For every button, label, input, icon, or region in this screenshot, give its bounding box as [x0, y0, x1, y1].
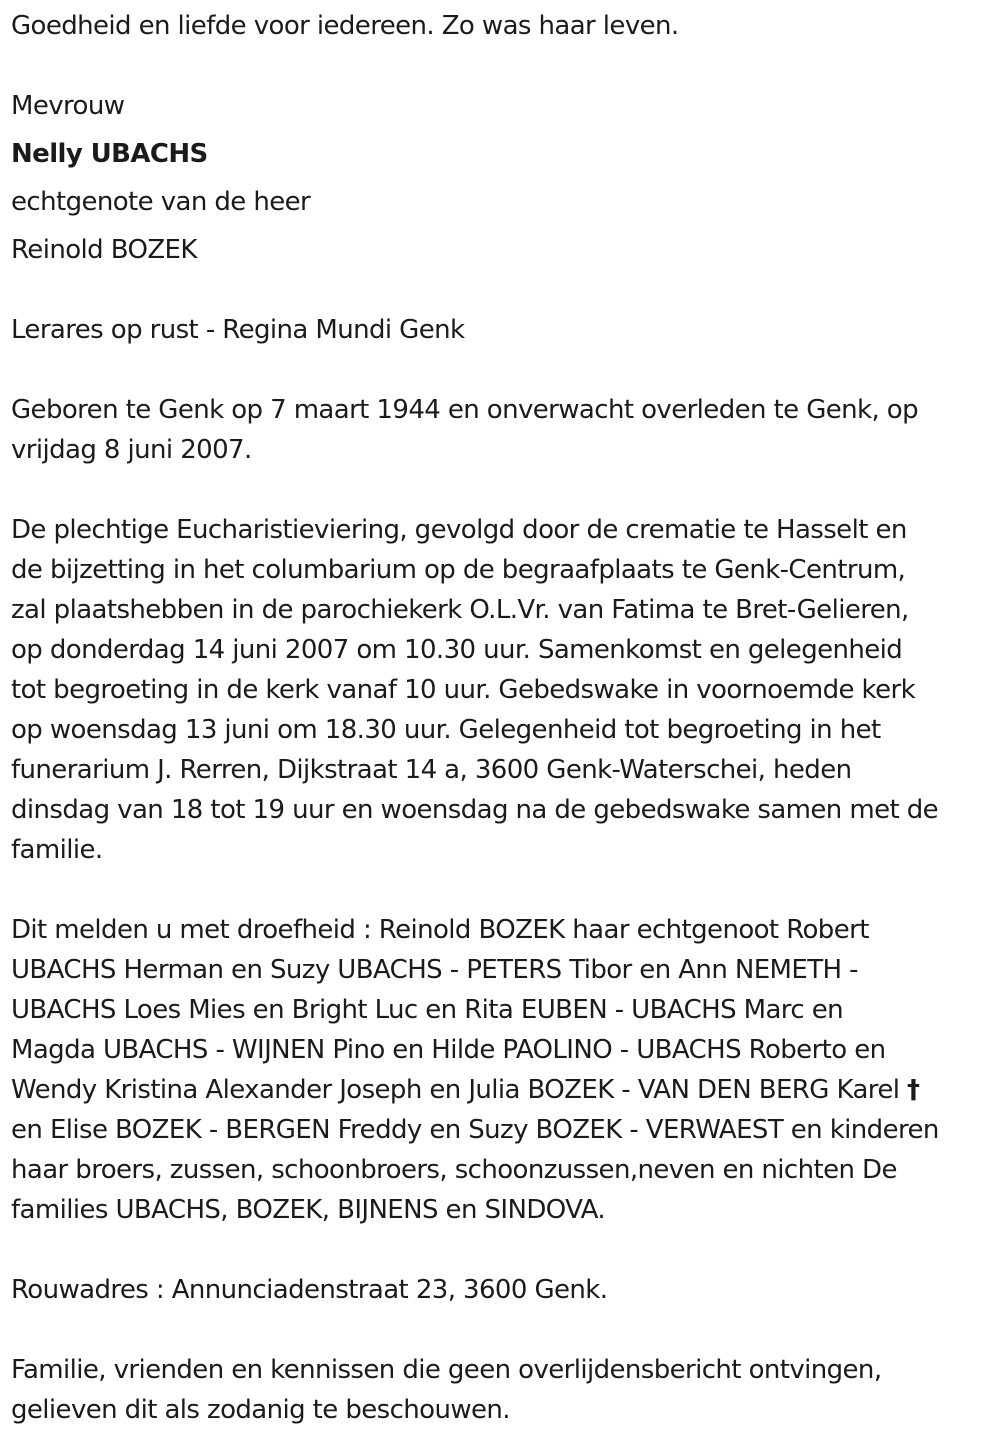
motto: Goedheid en liefde voor iedereen. Zo was haar leven. — [11, 11, 679, 41]
spouse-intro: echtgenote van de heer — [11, 187, 311, 217]
paragraph-line-with-cross — [11, 1070, 939, 1110]
spouse-name: Reinold BOZEK — [11, 235, 197, 265]
paragraph-line: tot begroeting in de kerk vanaf 10 uur. Gebedswake in voornoemde kerk — [11, 675, 916, 705]
paragraph-line: Magda UBACHS - WIJNEN Pino en Hilde PAOLINO - UBACHS Roberto en — [11, 1035, 886, 1065]
paragraph-line: en Elise BOZEK - BERGEN Freddy en Suzy BOZEK - VERWAEST en kinderen — [11, 1115, 939, 1145]
paragraph-line: de bijzetting in het columbarium op de begraafplaats te Genk-Centrum, — [11, 555, 906, 585]
occupation: Lerares op rust - Regina Mundi Genk — [11, 315, 465, 345]
paragraph-line: Geboren te Genk op 7 maart 1944 en onverwacht overleden te Genk, op — [11, 395, 919, 425]
paragraph-line: familie. — [11, 835, 103, 865]
paragraph-line: haar broers, zussen, schoonbroers, schoonzussen,neven en nichten De — [11, 1155, 897, 1185]
birth-death-paragraph — [11, 390, 918, 470]
paragraph-line: dinsdag van 18 tot 19 uur en woensdag na de gebedswake samen met de — [11, 795, 939, 825]
paragraph-line: UBACHS Herman en Suzy UBACHS - PETERS Tibor en Ann NEMETH - — [11, 955, 858, 985]
paragraph-line: Dit melden u met droefheid : Reinold BOZEK haar echtgenoot Robert — [11, 915, 869, 945]
ceremony-paragraph — [11, 510, 938, 870]
salutation: Mevrouw — [11, 91, 125, 121]
paragraph-line: vrijdag 8 juni 2007. — [11, 435, 252, 465]
paragraph-line: Familie, vrienden en kennissen die geen overlijdensbericht ontvingen, — [11, 1355, 882, 1385]
paragraph-line: funerarium J. Rerren, Dijkstraat 14 a, 3600 Genk-Waterschei, heden — [11, 755, 852, 785]
closing-paragraph — [11, 1350, 881, 1430]
mourning-address: Rouwadres : Annunciadenstraat 23, 3600 Genk. — [11, 1275, 608, 1305]
announcement-paragraph — [11, 910, 939, 1230]
paragraph-line: UBACHS Loes Mies en Bright Luc en Rita EUBEN - UBACHS Marc en — [11, 995, 843, 1025]
paragraph-line: op woensdag 13 juni om 18.30 uur. Gelegenheid tot begroeting in het — [11, 715, 881, 745]
paragraph-line: zal plaatshebben in de parochiekerk O.L.Vr. van Fatima te Bret-Gelieren, — [11, 595, 909, 625]
paragraph-line: gelieven dit als zodanig te beschouwen. — [11, 1395, 510, 1425]
paragraph-line: op donderdag 14 juni 2007 om 10.30 uur. Samenkomst en gelegenheid — [11, 635, 903, 665]
cross-icon: † — [907, 1075, 920, 1105]
paragraph-line-text: Wendy Kristina Alexander Joseph en Julia BOZEK - VAN DEN BERG Karel — [11, 1075, 900, 1105]
deceased-name: Nelly UBACHS — [11, 139, 208, 169]
paragraph-line: families UBACHS, BOZEK, BIJNENS en SINDOVA. — [11, 1195, 606, 1225]
paragraph-line: De plechtige Eucharistieviering, gevolgd door de crematie te Hasselt en — [11, 515, 907, 545]
